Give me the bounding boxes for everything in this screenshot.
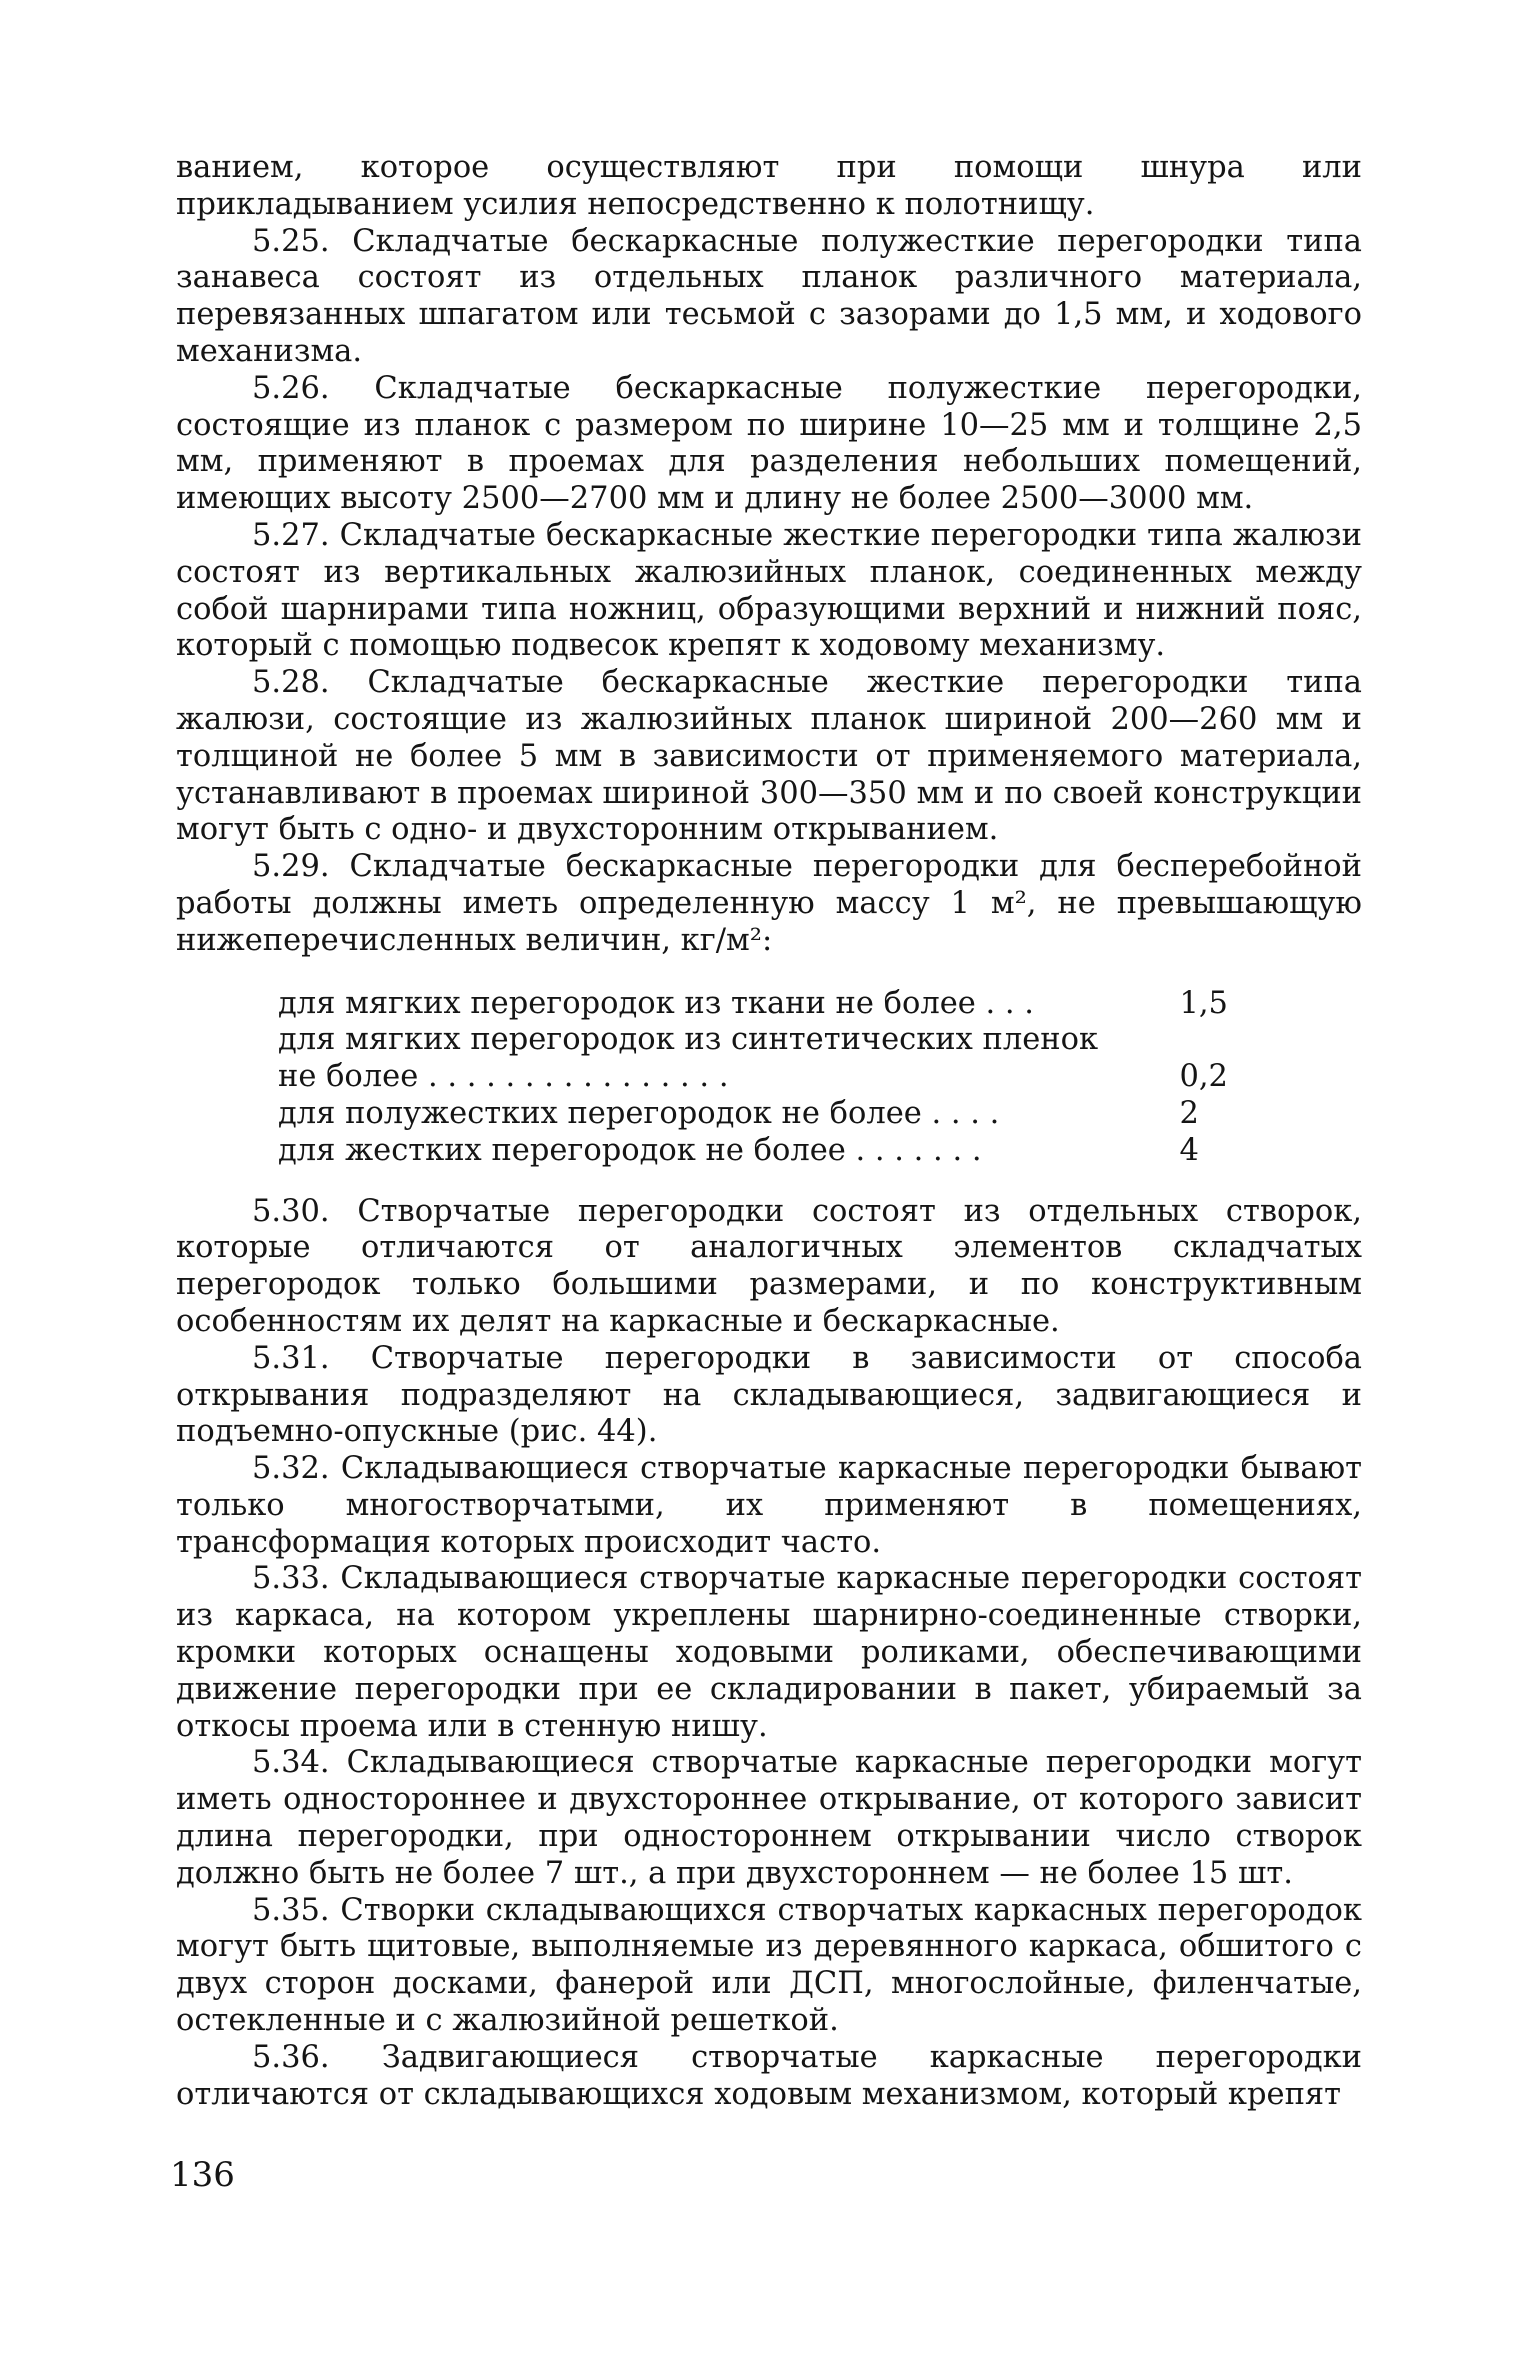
table-row: [278, 1022, 1252, 1059]
document-body: [176, 150, 1362, 2113]
paragraph-5-34: 5.34. Складывающиеся створчатые каркасные перегородки могут иметь одностороннее и двухстороннее открывание, от которого зависит длина перегородки, при одностороннем открывании число створок должно быть не более 7 шт., а при двухстороннем — не более 15 шт.: [176, 1745, 1362, 1891]
mass-value: 4: [1179, 1132, 1199, 1168]
table-row: [278, 1059, 1252, 1096]
table-row: [278, 1096, 1252, 1133]
paragraph-5-26: 5.26. Складчатые бескаркасные полужесткие перегородки, состоящие из планок с размером по ширине 10—25 мм и толщине 2,5 мм, применяют в проемах для разделения небольших помещений, имеющих высоту 2500—2700 мм и длину не более 2500—3000 мм.: [176, 370, 1362, 517]
paragraph-5-32: 5.32. Складывающиеся створчатые каркасные перегородки бывают только многостворчатыми, их применяют в помещениях, трансформация которых происходит часто.: [176, 1451, 1362, 1560]
mass-value: 0,2: [1179, 1059, 1228, 1095]
mass-label: не более . . . . . . . . . . . . . . . .: [278, 1059, 729, 1095]
paragraph-5-31: 5.31. Створчатые перегородки в зависимости от способа открывания подразделяют на складывающиеся, задвигающиеся и подъемно-опускные (рис. 44).: [176, 1340, 1362, 1450]
paragraph-5-25: 5.25. Складчатые бескаркасные полужесткие перегородки типа занавеса состоят из отдельных планок различного материала, перевязанных шпагатом или тесьмой с зазорами до 1,5 мм, и ходового механизма.: [176, 223, 1362, 369]
mass-label: для жестких перегородок не более . . . . . . .: [278, 1132, 982, 1168]
table-row: [278, 986, 1252, 1023]
paragraph-5-30: 5.30. Створчатые перегородки состоят из отдельных створок, которые отличаются от аналогичных элементов складчатых перегородок только большими размерами, и по конструктивным особенностям их делят на каркасные и бескаркасные.: [176, 1193, 1362, 1339]
table-row: [278, 1133, 1252, 1170]
paragraph-continuation: ванием, которое осуществляют при помощи шнура или прикладыванием усилия непосредственно к полотнищу.: [176, 150, 1362, 222]
page-number: 136: [170, 2155, 235, 2195]
paragraph-5-27: 5.27. Складчатые бескаркасные жесткие перегородки типа жалюзи состоят из вертикальных жалюзийных планок, соединенных между собой шарнирами типа ножниц, образующими верхний и нижний пояс, который с помощью подвесок крепят к ходовому механизму.: [176, 517, 1362, 664]
mass-label: для полужестких перегородок не более . . . .: [278, 1095, 1000, 1131]
paragraph-5-35: 5.35. Створки складывающихся створчатых каркасных перегородок могут быть щитовые, выполняемые из деревянного каркаса, обшитого с двух сторон досками, фанерой или ДСП, многослойные, филенчатые, остекленные и с жалюзийной решеткой.: [176, 1892, 1362, 2039]
paragraph-5-28: 5.28. Складчатые бескаркасные жесткие перегородки типа жалюзи, состоящие из жалюзийных планок шириной 200—260 мм и толщиной не более 5 мм в зависимости от применяемого материала, устанавливают в проемах шириной 300—350 мм и по своей конструкции могут быть с одно- и двухсторонним открыванием.: [176, 665, 1362, 848]
mass-label: для мягких перегородок из ткани не более . . .: [278, 985, 1034, 1021]
mass-limits-table: [278, 986, 1252, 1170]
mass-value: 1,5: [1179, 985, 1228, 1021]
paragraph-5-29: 5.29. Складчатые бескаркасные перегородки для бесперебойной работы должны иметь определенную массу 1 м², не превышающую нижеперечисленных величин, кг/м²:: [176, 849, 1362, 958]
mass-label: для мягких перегородок из синтетических пленок: [278, 1022, 1099, 1058]
paragraph-5-33: 5.33. Складывающиеся створчатые каркасные перегородки состоят из каркаса, на котором укреплены шарнирно-соединенные створки, кромки которых оснащены ходовыми роликами, обеспечивающими движение перегородки при ее складировании в пакет, убираемый за откосы проема или в стенную нишу.: [176, 1561, 1362, 1744]
mass-value: [1173, 1022, 1252, 1059]
paragraph-5-36: 5.36. Задвигающиеся створчатые каркасные перегородки отличаются от складывающихся ходовым механизмом, который крепят: [176, 2039, 1362, 2112]
mass-value: 2: [1179, 1095, 1199, 1131]
